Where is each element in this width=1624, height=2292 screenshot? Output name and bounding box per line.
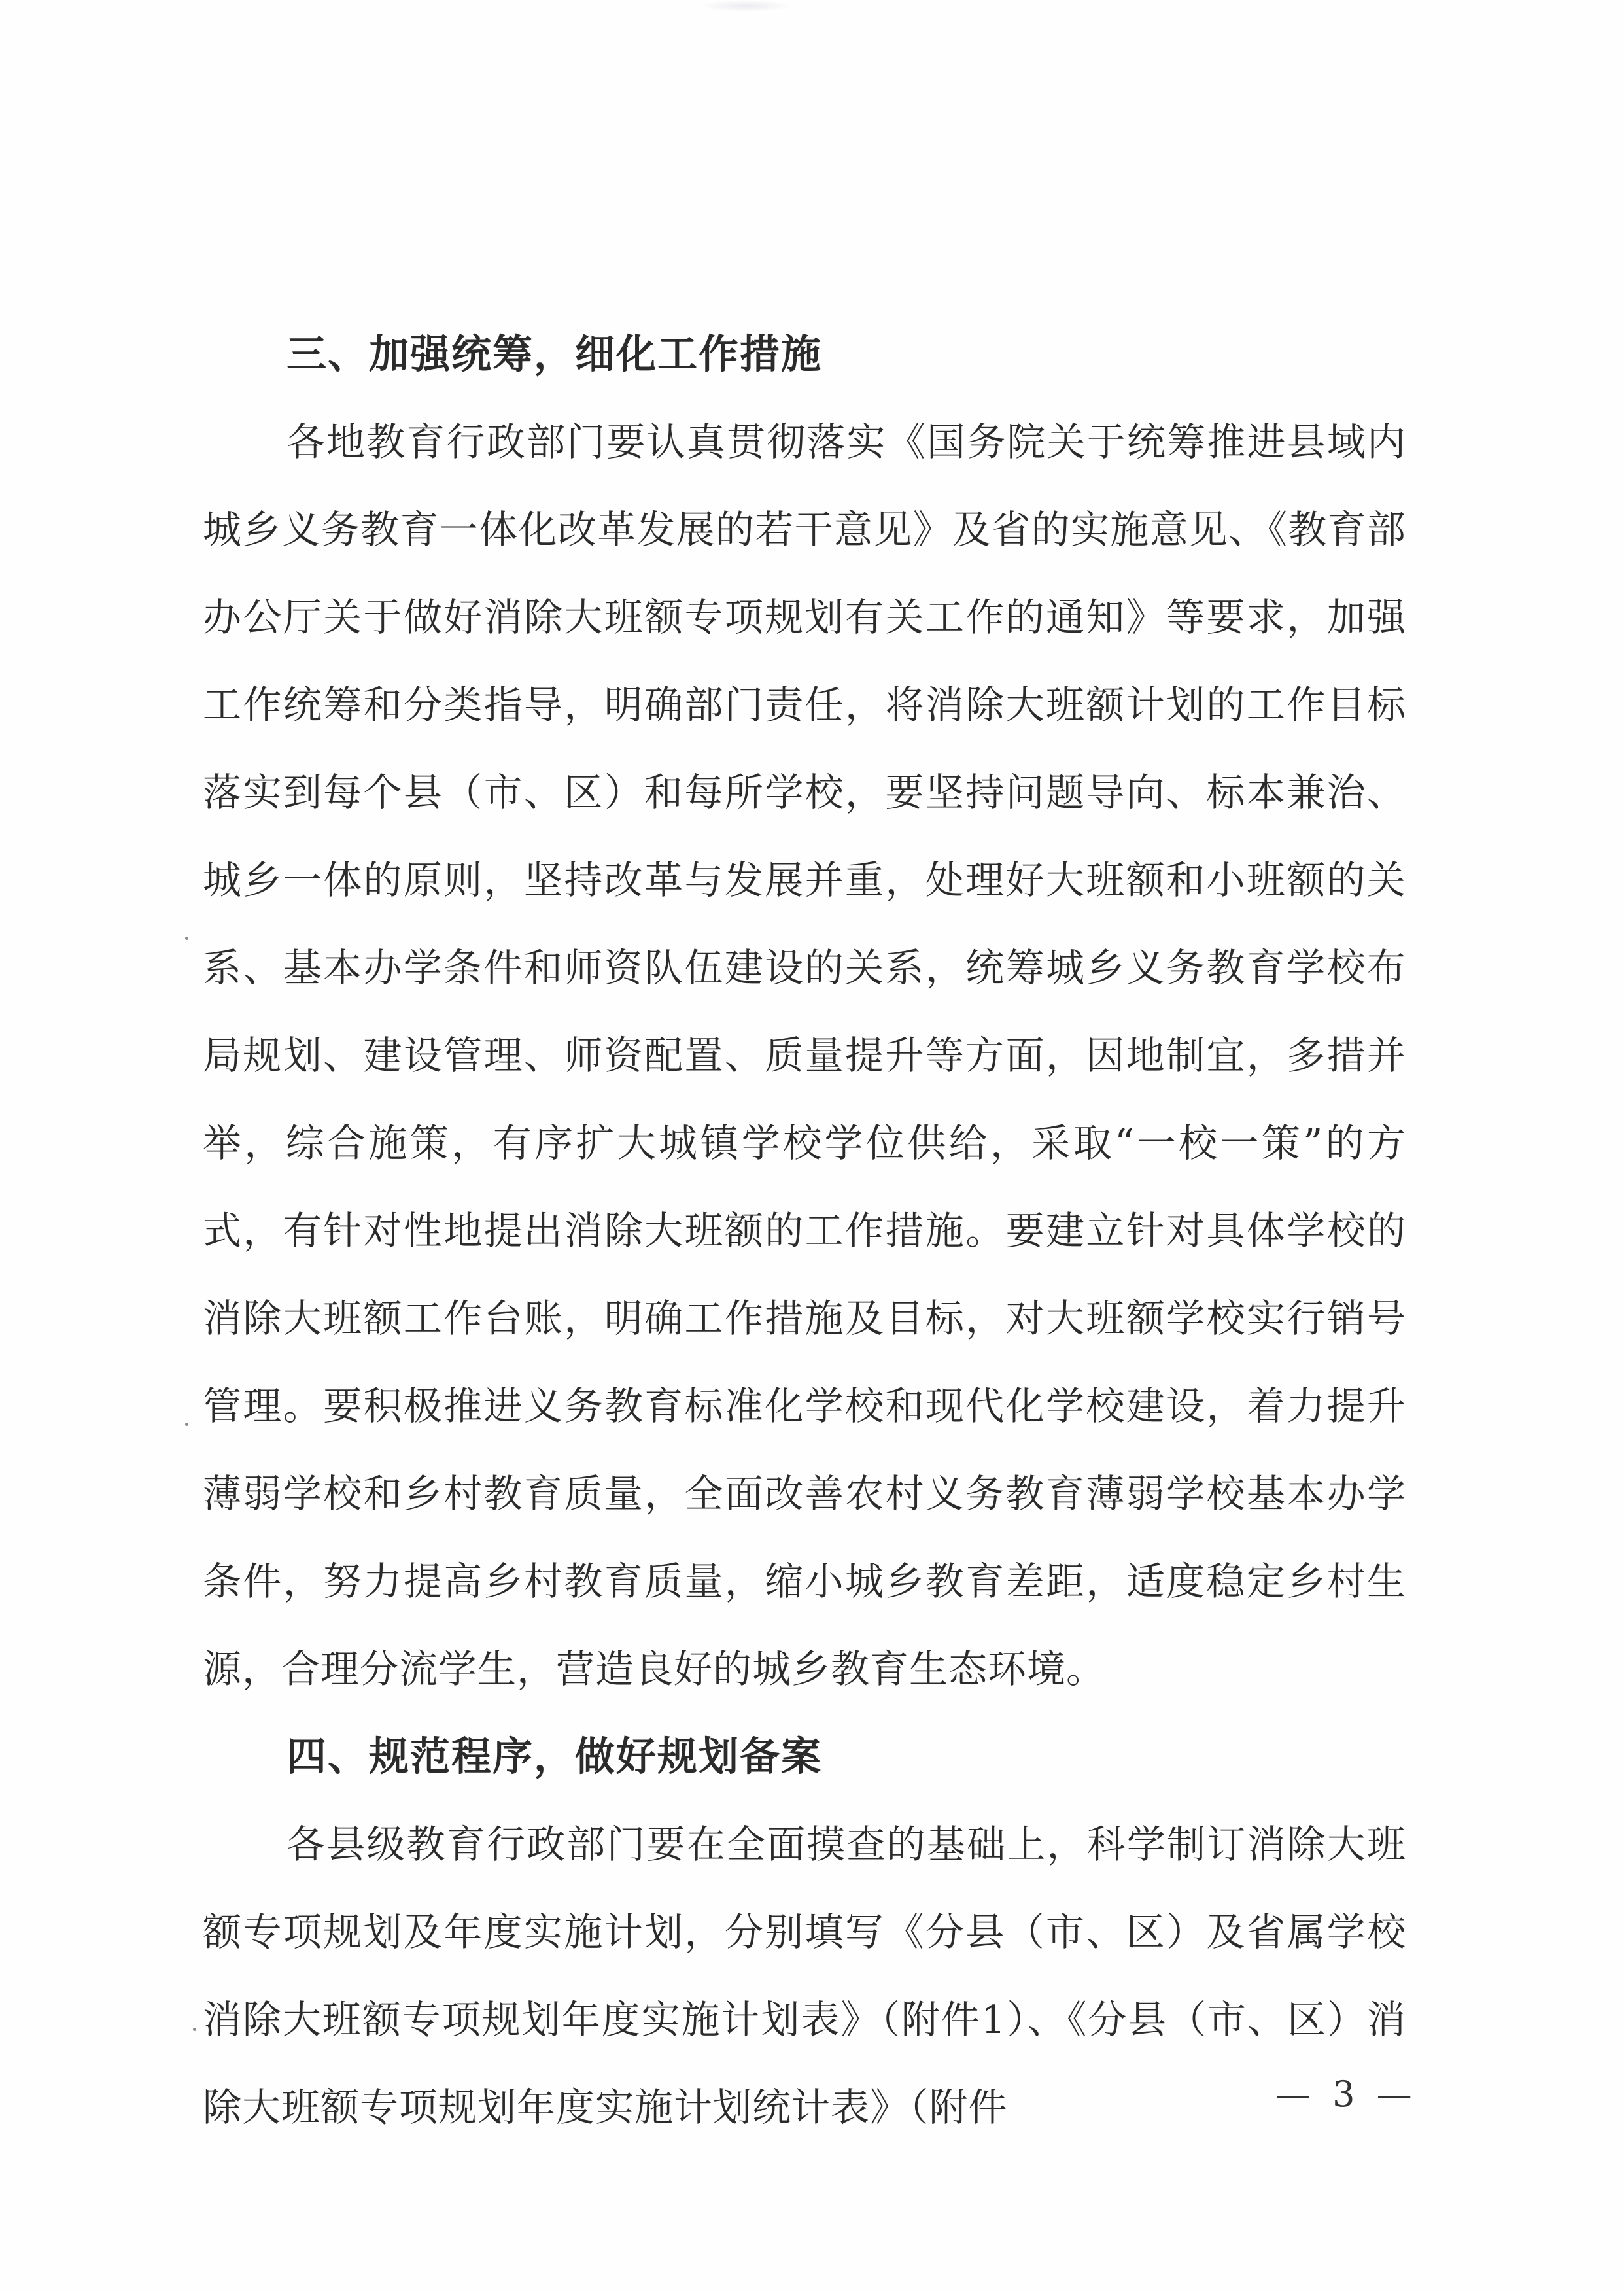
document-body — [203, 311, 1406, 2151]
scan-dot — [193, 2028, 196, 2031]
page-number: — 3 — — [1275, 2074, 1417, 2115]
scan-dot — [185, 937, 188, 940]
section-3-heading: 三、加强统筹，细化工作措施 — [286, 331, 823, 377]
section-3-paragraph: 各地教育行政部门要认真贯彻落实《国务院关于统筹推进县域内城乡义务教育一体化改革发展的若干意见》及省的实施意见、《教育部办公厅关于做好消除大班额专项规划有关工作的通知》等要求，加强工作统筹和分类指导，明确部门责任，将消除大班额计划的工作目标落实到每个县（市、区）和每所学校，要坚持问题导向、标本兼治、城乡一体的原则，坚持改革与发展并重，处理好大班额和小班额的关系、基本办学条件和师资队伍建设的关系，统筹城乡义务教育学校布局规划、建设管理、师资配置、质量提升等方面，因地制宜，多措并举，综合施策，有序扩大城镇学校学位供给，采取“一校一策”的方式，有针对性地提出消除大班额的工作措施。要建立针对具体学校的消除大班额工作台账，明确工作措施及目标，对大班额学校实行销号管理。要积极推进义务教育标准化学校和现代化学校建设，着力提升薄弱学校和乡村教育质量，全面改善农村义务教育薄弱学校基本办学条件，努力提高乡村教育质量，缩小城乡教育差距，适度稳定乡村生源，合理分流学生，营造良好的城乡教育生态环境。 — [203, 419, 1406, 1692]
scan-dot — [185, 1423, 188, 1426]
scan-artifact — [700, 0, 791, 12]
section-4-paragraph: 各县级教育行政部门要在全面摸查的基础上，科学制订消除大班额专项规划及年度实施计划，分别填写《分县（市、区）及省属学校消除大班额专项规划年度实施计划表》（附件1）、《分县（市、区）消除大班额专项规划年度实施计划统计表》（附件 — [203, 1822, 1406, 2130]
section-4-heading: 四、规范程序，做好规划备案 — [286, 1733, 823, 1780]
